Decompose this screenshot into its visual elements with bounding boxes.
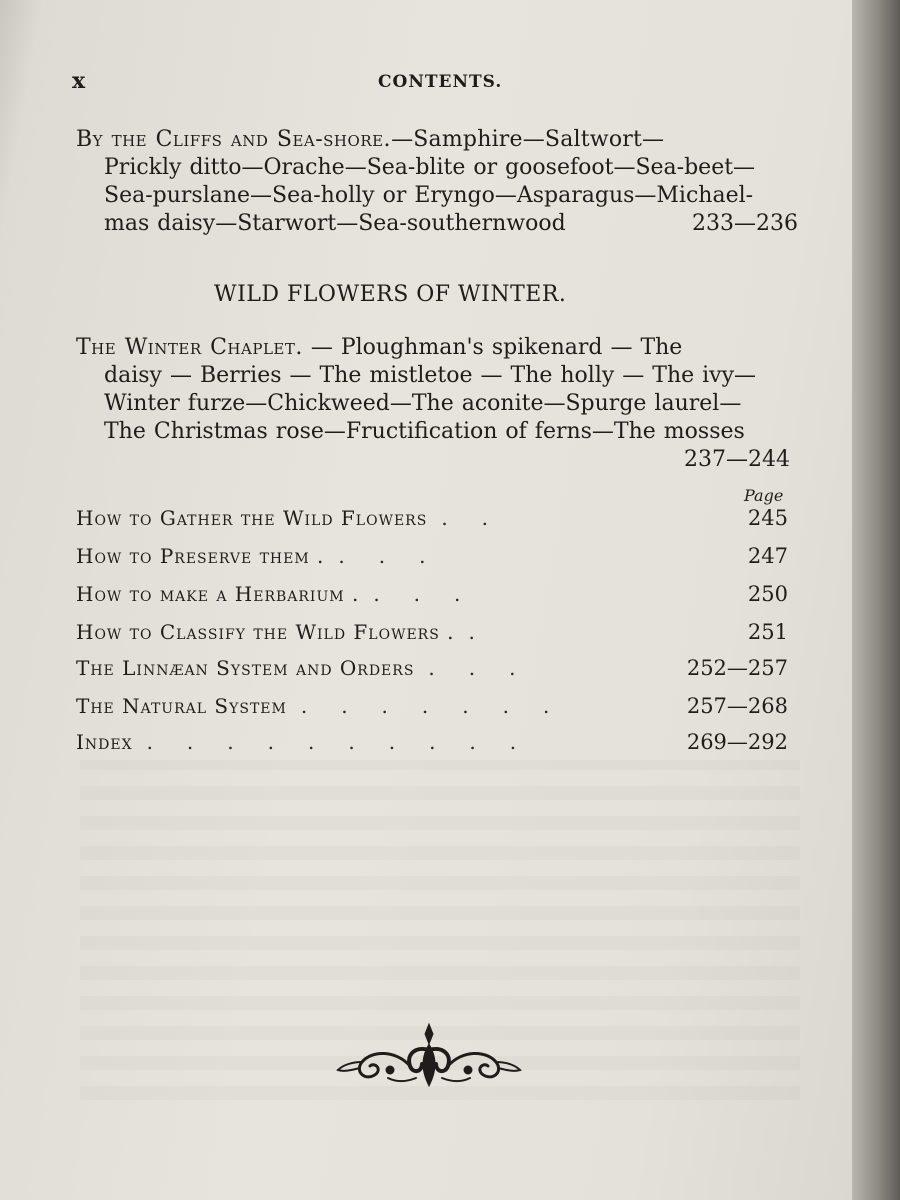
running-head: CONTENTS. (378, 72, 503, 92)
entry-winter-line-1: — Ploughman's spikenard — The (302, 335, 683, 360)
toc-row (76, 504, 788, 532)
toc-page: 252—257 (686, 656, 788, 680)
toc-row (76, 618, 788, 646)
toc-row (76, 580, 788, 608)
floral-ornament-icon (336, 1020, 522, 1092)
page-folio: x (72, 68, 86, 94)
entry-winter-line-2: daisy — Berries — The mistletoe — The holly — The ivy— (104, 363, 757, 388)
toc-label: How to Preserve them . (76, 544, 325, 568)
page-column-label: Page (744, 486, 784, 505)
entry-cliffs-line-1: —Samphire—Saltwort— (391, 127, 665, 152)
toc-leader-dots: .......... (146, 730, 551, 754)
toc-page: 250 (747, 582, 788, 606)
toc-label: How to make a Herbarium . (76, 582, 360, 606)
toc-row (76, 542, 788, 570)
toc-page: 247 (747, 544, 788, 568)
entry-cliffs-line-3: Sea-purslane—Sea-holly or Eryngo—Asparagus—Michael- (104, 183, 754, 208)
toc-label: The Linnæan System and Orders (76, 656, 415, 680)
entry-cliffs-pages: 233—236 (692, 211, 798, 236)
toc-page: 269—292 (686, 730, 788, 754)
entry-winter-pages: 237—244 (684, 447, 790, 472)
entry-winter (76, 334, 790, 474)
toc-row (76, 654, 788, 682)
toc-row (76, 692, 788, 720)
toc-label: How to Gather the Wild Flowers (76, 506, 428, 530)
entry-cliffs-line-4: mas daisy—Starwort—Sea-southernwood (104, 211, 566, 236)
toc-page: 257—268 (686, 694, 788, 718)
toc-leader-dots: ....... (300, 694, 584, 718)
toc-row (76, 728, 788, 756)
toc-page: 251 (747, 620, 788, 644)
toc-leader-dots: . (468, 620, 509, 644)
entry-winter-line-4: The Christmas rose—Fructification of ferns—The mosses (104, 419, 745, 444)
toc-leader-dots: ... (428, 656, 550, 680)
toc-page: 245 (747, 506, 788, 530)
toc-label: How to Classify the Wild Flowers . (76, 620, 455, 644)
entry-cliffs-title: By the Cliffs and Sea-shore. (76, 127, 392, 152)
toc-leader-dots: ... (373, 582, 495, 606)
entry-winter-line-3: Winter furze—Chickweed—The aconite—Spurge laurel— (104, 391, 742, 416)
toc-leader-dots: ... (338, 544, 460, 568)
toc-leader-dots: .. (441, 506, 523, 530)
entry-cliffs (76, 126, 798, 238)
entry-winter-title: The Winter Chaplet. (76, 335, 303, 360)
entry-cliffs-line-2: Prickly ditto—Orache—Sea-blite or goosefoot—Sea-beet— (104, 155, 756, 180)
toc-label: The Natural System (76, 694, 287, 718)
section-heading: WILD FLOWERS OF WINTER. (214, 282, 567, 307)
toc-label: Index (76, 730, 133, 754)
